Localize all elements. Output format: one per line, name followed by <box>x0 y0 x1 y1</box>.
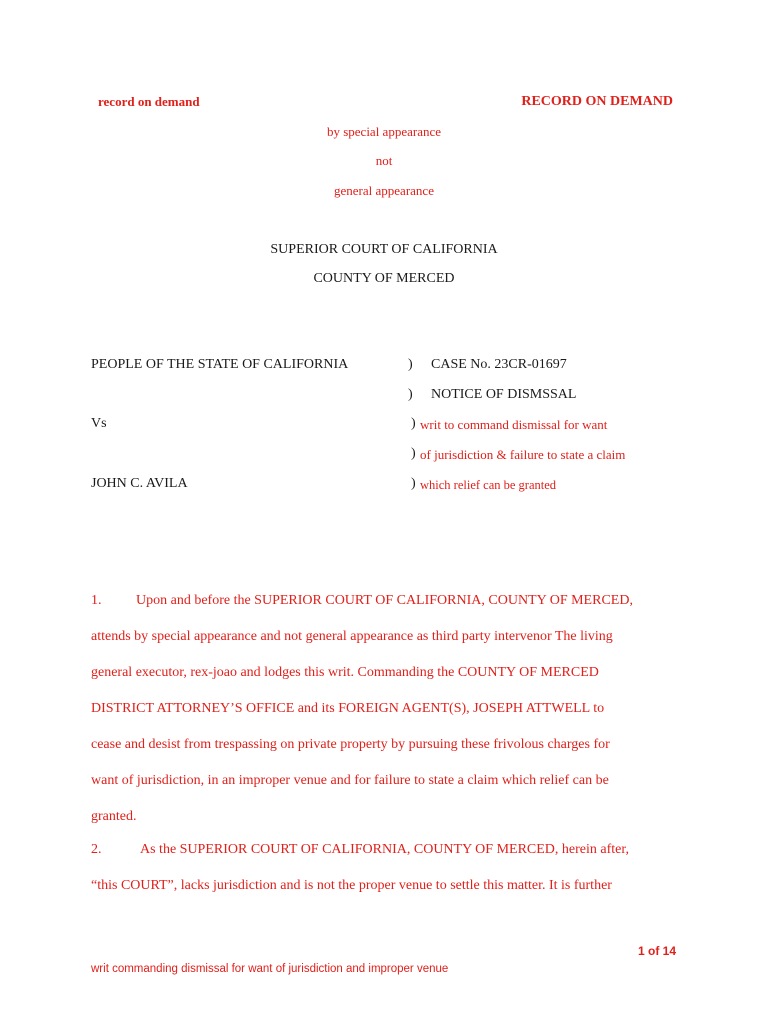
court-name: SUPERIOR COURT OF CALIFORNIA <box>270 242 498 257</box>
paragraph-line: “this COURT”, lacks jurisdiction and is not the proper venue to settle this matter. It is further <box>91 878 612 893</box>
writ-line-1: writ to command dismissal for want <box>420 417 608 432</box>
appearance-line-1: by special appearance <box>326 124 442 139</box>
paragraph-1 <box>91 583 681 835</box>
appearance-line-3: general appearance <box>334 183 434 198</box>
caption-defendant: JOHN C. AVILA <box>91 476 188 491</box>
paragraph-line: want of jurisdiction, in an improper venue and for failure to state a claim which relief can be <box>91 773 609 788</box>
page-indicator: 1 of 14 <box>637 944 676 958</box>
caption-paren: ) <box>411 416 416 431</box>
header-right-label: RECORD ON DEMAND <box>521 94 673 109</box>
writ-line-3: which relief can be granted <box>420 478 557 492</box>
header-left-label: record on demand <box>98 94 200 109</box>
footer-title: writ commanding dismissal for want of jurisdiction and improper venue <box>91 963 449 975</box>
caption-plaintiff: PEOPLE OF THE STATE OF CALIFORNIA <box>91 357 349 372</box>
paragraph-2 <box>91 832 681 904</box>
caption-paren: ) <box>408 357 413 372</box>
appearance-line-2: not <box>375 153 393 168</box>
paragraph-line: attends by special appearance and not general appearance as third party intervenor The living <box>91 629 613 644</box>
writ-line-2: of jurisdiction & failure to state a claim <box>420 447 626 462</box>
court-county: COUNTY OF MERCED <box>313 271 455 286</box>
paragraph-line: DISTRICT ATTORNEY’S OFFICE and its FOREIGN AGENT(S), JOSEPH ATTWELL to <box>91 701 605 716</box>
paragraph-line: 1. Upon and before the SUPERIOR COURT OF CALIFORNIA, COUNTY OF MERCED, <box>91 583 681 619</box>
paragraph-number: 1. <box>91 593 102 608</box>
case-number: CASE No. 23CR-01697 <box>431 357 567 372</box>
caption-paren: ) <box>408 387 413 402</box>
paragraph-line: general executor, rex-joao and lodges this writ. Commanding the COUNTY OF MERCED <box>91 665 599 680</box>
caption-paren: ) <box>411 476 416 491</box>
paragraph-line: cease and desist from trespassing on private property by pursuing these frivolous charges for <box>91 737 610 752</box>
caption-paren: ) <box>411 446 416 461</box>
paragraph-line: 2. As the SUPERIOR COURT OF CALIFORNIA, COUNTY OF MERCED, herein after, <box>91 832 681 868</box>
paragraph-number: 2. <box>91 842 102 857</box>
paragraph-line: granted. <box>91 809 137 824</box>
notice-title: NOTICE OF DISMSSAL <box>431 387 577 402</box>
caption-versus: Vs <box>91 416 107 431</box>
